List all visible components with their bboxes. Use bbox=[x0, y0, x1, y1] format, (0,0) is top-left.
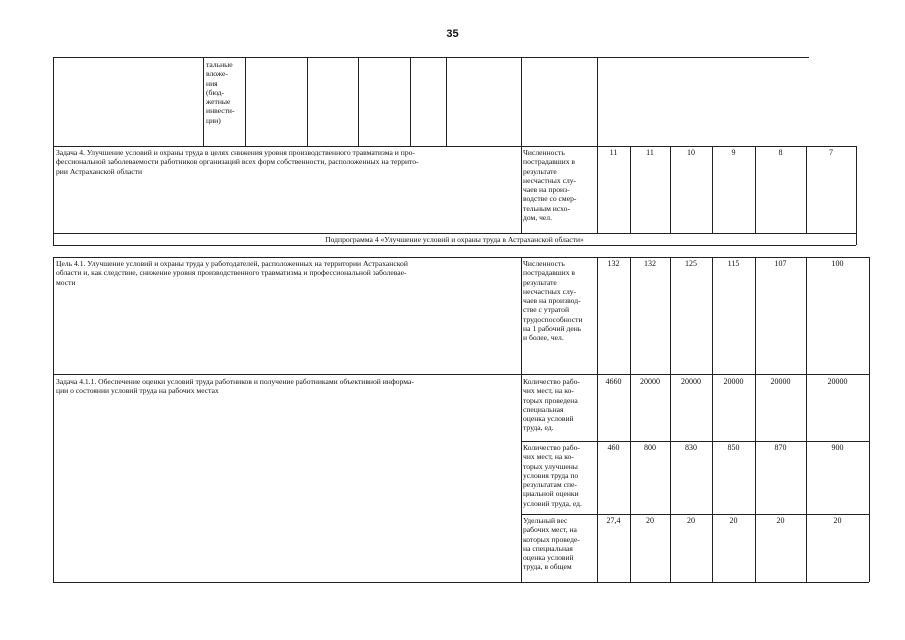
task411-value: 870 bbox=[774, 443, 787, 452]
goal41-value: 132 bbox=[607, 259, 620, 268]
goal41-value: 115 bbox=[727, 259, 740, 268]
task411-value: 20000 bbox=[827, 377, 848, 386]
task411-value: 460 bbox=[607, 443, 620, 452]
task4-value: 10 bbox=[687, 148, 695, 157]
goal41-value: 125 bbox=[685, 259, 697, 268]
task411-indicator-label: Количество рабо- чих мест, на ко- торых проведена специальная оценка условий труда, ед. bbox=[523, 377, 580, 433]
task411-description: Задача 4.1.1. Обеспечение оценки условий труда работников и получение работниками объективной информа- ции о состоянии условий труда на рабочих местах bbox=[56, 377, 414, 396]
task411-value: 850 bbox=[727, 443, 740, 452]
task411-value: 830 bbox=[685, 443, 697, 452]
task4-description: Задача 4. Улучшение условий и охраны труда в целях снижения уровня производственного травматизма и про- фессиональной заболеваемости работников организаций всех форм собственности, расположенных на террито- рии Астраханской области bbox=[56, 148, 419, 176]
task411-indicator-label: Удельный вес рабочих мест, на которых проведе- на специальная оценка условий труда, в общем bbox=[523, 516, 580, 572]
task411-value: 20000 bbox=[681, 377, 701, 386]
task4-value: 7 bbox=[829, 148, 833, 157]
investment-label: тальные вложе- ния (бюд- жетные инвести- ции) bbox=[206, 60, 235, 125]
goal41-description: Цель 4.1. Улучшение условий и охраны труда у работодателей, расположенных на территории Астраханской области и, как следствие, снижение уровня производственного травматизма и профессиональной заболевае- мости bbox=[56, 259, 408, 287]
task411-value: 20000 bbox=[770, 377, 791, 386]
task4-value: 11 bbox=[646, 148, 654, 157]
task411-value: 4660 bbox=[605, 377, 622, 386]
task411-value: 20000 bbox=[723, 377, 744, 386]
goal41-indicator: Численность пострадавших в результате несчастных слу- чаев на производ- стве с утратой трудоспособности на 1 рабочий день и более, чел. bbox=[523, 259, 583, 343]
task411-value: 27,4 bbox=[606, 516, 621, 525]
task411-value: 800 bbox=[644, 443, 656, 452]
task4-indicator: Численность пострадавших в результате несчастных слу- чаев на произ- водстве со смер- тельным исхо- дом, чел. bbox=[523, 148, 577, 223]
goal41-value: 107 bbox=[774, 259, 787, 268]
task411-value: 20 bbox=[687, 516, 695, 525]
task411-value: 20 bbox=[833, 516, 842, 525]
task4-value: 9 bbox=[731, 148, 736, 157]
goal41-value: 100 bbox=[831, 259, 844, 268]
task4-value: 11 bbox=[609, 148, 618, 157]
subprogram-title: Подпрограмма 4 «Улучшение условий и охраны труда в Астраханской области» bbox=[325, 235, 584, 244]
task411-indicator-label: Количество рабо- чих мест, на ко- торых улучшены условия труда по результатам спе- циальной оценки условий труда, ед. bbox=[523, 443, 582, 508]
page-number: 35 bbox=[446, 28, 459, 40]
task411-value: 20 bbox=[776, 516, 785, 525]
task411-value: 20 bbox=[729, 516, 738, 525]
task411-value: 20000 bbox=[640, 377, 660, 386]
task4-value: 8 bbox=[778, 148, 783, 157]
task411-value: 20 bbox=[646, 516, 654, 525]
goal41-value: 132 bbox=[644, 259, 656, 268]
task411-value: 900 bbox=[831, 443, 844, 452]
